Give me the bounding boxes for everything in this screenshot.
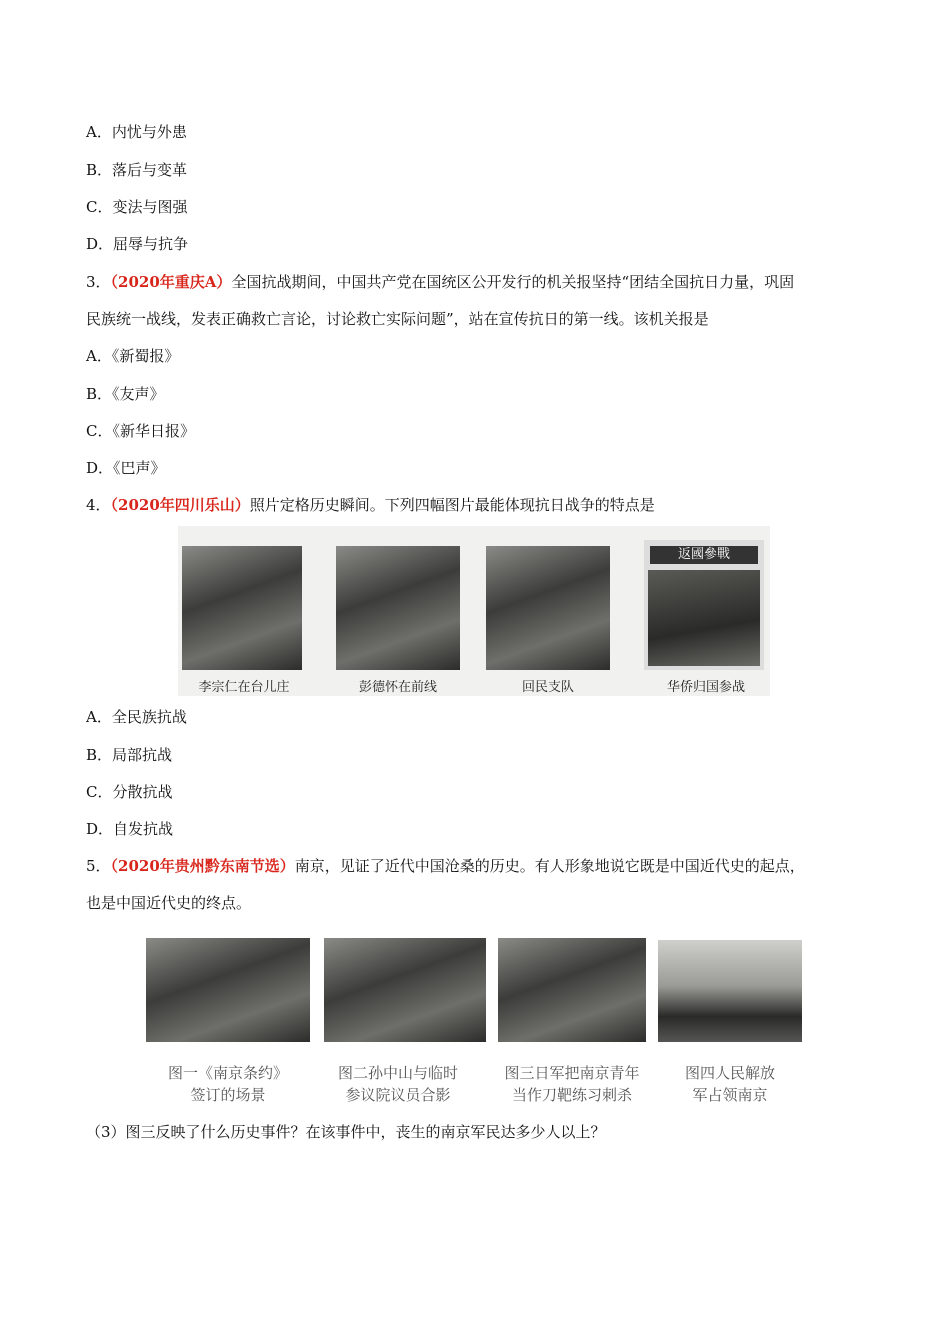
q5-photo-pla-nanjing [658,940,802,1042]
q5-caption-1 [136,1062,320,1106]
q4-photo4-banner: 返國參戰 [650,546,758,564]
q4-stem [86,495,655,515]
q5-caption-3-line2: 当作刀靶练习刺杀 [511,1086,632,1104]
q5-caption-4-line1: 图四人民解放 [684,1064,775,1082]
q5-source: （2020年贵州黔东南节选） [110,857,295,875]
q4-photo-hui-detachment [486,546,610,670]
q4-option-b: B．局部抗战 [86,746,173,764]
q2-option-d: D．屈辱与抗争 [86,235,189,253]
q5-caption-2-line2: 参议院议员合影 [345,1086,451,1104]
q5-caption-2-line1: 图二孙中山与临时 [337,1064,458,1082]
q4-option-c: C．分散抗战 [86,783,173,801]
q5-photo-japanese-army [498,938,646,1042]
q5-caption-1-line1: 图一《南京条约》 [167,1064,288,1082]
q3-number: 3． [86,273,111,291]
q2-option-a: A．内忧与外患 [86,123,187,141]
q5-caption-4-line2: 军占领南京 [692,1086,768,1104]
q4-photo-li-zongren [182,546,302,670]
q5-stem-line2: 也是中国近代史的终点。 [86,894,252,912]
q5-caption-1-line2: 签订的场景 [190,1086,266,1104]
q5-sub-question: （3）图三反映了什么历史事件？在该事件中，丧生的南京军民达多少人以上？ [86,1123,606,1141]
q3-stem-line1 [86,272,794,292]
q4-text: 照片定格历史瞬间。下列四幅图片最能体现抗日战争的特点是 [249,496,655,514]
q3-text1: 全国抗战期间，中国共产党在国统区公开发行的机关报坚持“团结全国抗日力量，巩固 [231,273,795,291]
q5-text1: 南京，见证了近代中国沧桑的历史。有人形象地说它既是中国近代史的起点， [294,857,805,875]
q4-caption-2: 彭德怀在前线 [358,680,437,695]
q5-caption-4 [652,1062,808,1106]
q3-option-b: B．《友声》 [86,385,165,403]
q4-caption-1: 李宗仁在台儿庄 [198,680,290,695]
q4-photo4-image [648,570,760,666]
q3-option-c: C．《新华日报》 [86,422,195,440]
q4-option-d: D．自发抗战 [86,820,174,838]
q5-caption-2 [306,1062,490,1106]
q3-option-a: A．《新蜀报》 [86,347,180,365]
q5-caption-3 [480,1062,664,1106]
q5-number: 5． [86,857,111,875]
q3-source: （2020年重庆A） [110,273,232,291]
q3-option-d: D．《巴声》 [86,459,166,477]
q4-caption-4: 华侨归国参战 [666,680,745,695]
q5-stem-line1 [86,856,805,876]
q4-number: 4． [86,496,111,514]
q4-source: （2020年四川乐山） [110,496,250,514]
q2-option-b: B．落后与变革 [86,161,188,179]
q2-option-c: C．变法与图强 [86,198,188,216]
q4-photo-overseas-chinese [644,540,764,670]
q4-option-a: A．全民族抗战 [86,708,187,726]
q4-photo-peng-dehuai [336,546,460,670]
q5-photo-sun-yatsen [324,938,486,1042]
q4-photo-strip [178,526,770,696]
q3-stem-line2: 民族统一战线，发表正确救亡言论，讨论救亡实际问题”，站在宣传抗日的第一线。该机关报是 [86,310,709,328]
q5-photo-treaty-nanjing [146,938,310,1042]
q4-caption-3: 回民支队 [521,680,574,695]
q5-caption-3-line1: 图三日军把南京青年 [504,1064,640,1082]
